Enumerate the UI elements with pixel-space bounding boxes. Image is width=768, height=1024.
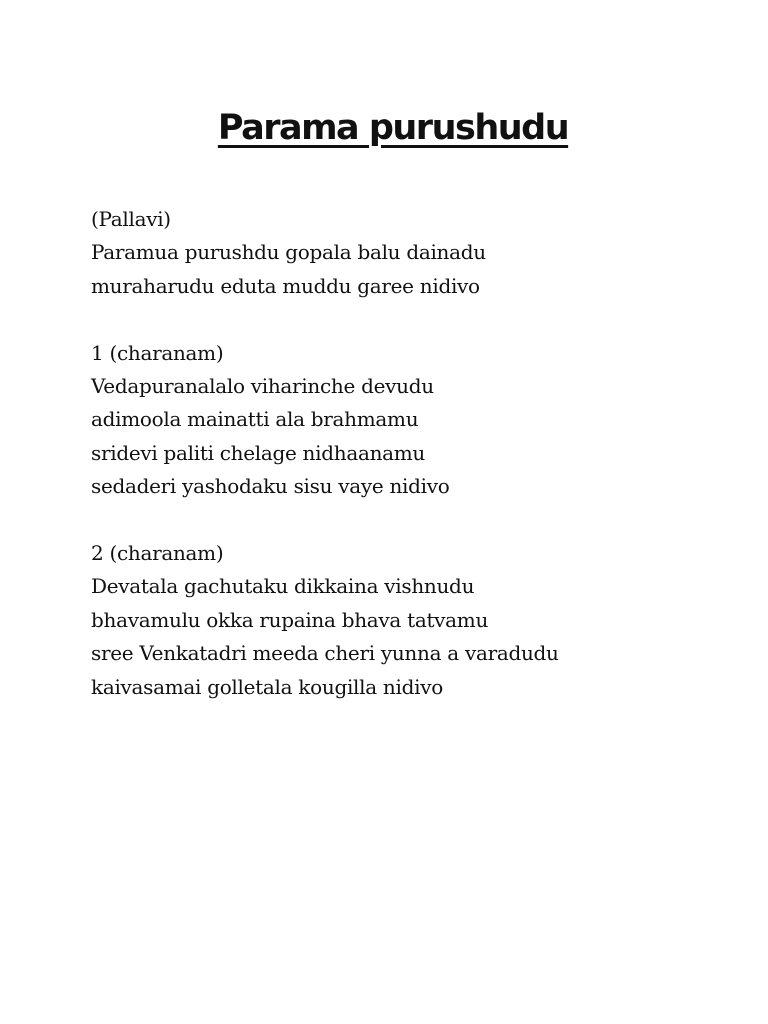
lyric-line: kaivasamai golletala kougilla nidivo [91, 674, 443, 699]
lyric-line: adimoola mainatti ala brahmamu [91, 407, 419, 432]
lyrics-body [91, 203, 751, 737]
stanza-pallavi [91, 203, 751, 303]
stanza-heading: 2 (charanam) [91, 541, 224, 566]
lyric-line: muraharudu eduta muddu garee nidivo [91, 273, 480, 298]
stanza-charanam-2 [91, 537, 751, 704]
stanza-heading: 1 (charanam) [91, 340, 224, 365]
lyric-line: Paramua purushdu gopala balu dainadu [91, 240, 486, 265]
lyric-line: Vedapuranalalo viharinche devudu [91, 374, 434, 399]
lyric-line: sree Venkatadri meeda cheri yunna a varadudu [91, 641, 559, 666]
lyric-line: sridevi paliti chelage nidhaanamu [91, 440, 426, 465]
document-title: Parama purushudu [217, 108, 569, 148]
stanza-heading: (Pallavi) [91, 207, 171, 231]
lyric-line: Devatala gachutaku dikkaina vishnudu [91, 574, 475, 599]
lyric-line: bhavamulu okka rupaina bhava tatvamu [91, 607, 489, 632]
lyric-line: sedaderi yashodaku sisu vaye nidivo [91, 474, 450, 499]
stanza-charanam-1 [91, 337, 751, 504]
